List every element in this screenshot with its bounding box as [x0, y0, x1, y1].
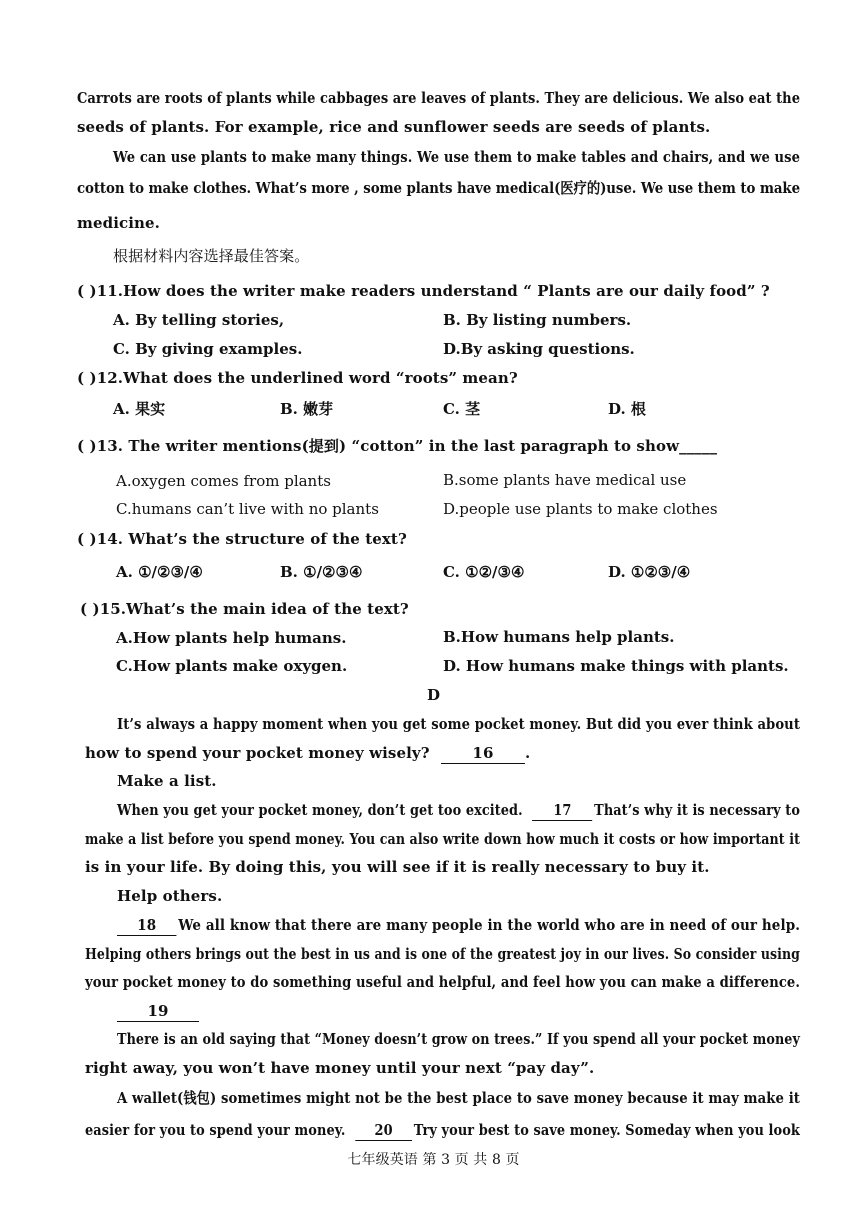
passage-d-text: Try your best to save money. Someday when you look: [413, 1121, 800, 1139]
passage-d-line: It’s always a happy moment when you get some pocket money. But did you ever think about: [117, 715, 800, 733]
page-footer: 七年级英语 第 3 页 共 8 页: [347, 1152, 520, 1168]
blank-20[interactable]: 20: [355, 1120, 412, 1141]
question-stem: ( )11.How does the writer make readers understand “ Plants are our daily food” ?: [77, 282, 770, 300]
blank-18[interactable]: 18: [117, 915, 176, 936]
answer-option[interactable]: A. ①/②③/④: [116, 563, 203, 581]
answer-option[interactable]: B. 嫩芽: [280, 400, 334, 418]
question-stem: ( )15.What’s the main idea of the text?: [80, 600, 409, 618]
passage-c-line: medicine.: [77, 214, 161, 232]
question-stem: ( )12.What does the underlined word “roots” mean?: [77, 369, 518, 387]
passage-d-line: is in your life. By doing this, you will see if it is really necessary to buy it.: [85, 858, 710, 876]
passage-c-line: Carrots are roots of plants while cabbages are leaves of plants. They are delicious. We also eat the: [77, 89, 801, 107]
question-stem: ( )14. What’s the structure of the text?: [77, 530, 407, 548]
passage-c-line: We can use plants to make many things. We use them to make tables and chairs, and we use: [113, 148, 801, 166]
answer-option[interactable]: A. 果实: [113, 400, 166, 418]
answer-option[interactable]: A.How plants help humans.: [116, 629, 347, 647]
passage-d-line: [117, 800, 800, 821]
passage-d-text: how to spend your pocket money wisely?: [85, 744, 430, 762]
passage-d-text: When you get your pocket money, don’t get too excited.: [117, 801, 523, 819]
answer-option[interactable]: B. ①/②③④: [280, 563, 363, 581]
passage-d-line: your pocket money to do something useful and helpful, and feel how you can make a difference.: [85, 973, 801, 991]
passage-d-line: how to spend your pocket money wisely? 16 .: [85, 744, 531, 762]
passage-d-line: Helping others brings out the best in us and is one of the greatest joy in our lives. So consider using: [85, 945, 800, 963]
answer-option[interactable]: C.How plants make oxygen.: [116, 657, 348, 675]
passage-c-line: seeds of plants. For example, rice and sunflower seeds are seeds of plants.: [77, 118, 711, 136]
subheading: Make a list.: [117, 772, 217, 790]
passage-d-line: [117, 915, 800, 936]
blank-17[interactable]: 17: [532, 800, 592, 821]
answer-option[interactable]: D. ①②③/④: [608, 563, 691, 581]
passage-d-line: There is an old saying that “Money doesn’t grow on trees.” If you spend all your pocket money: [117, 1030, 800, 1048]
passage-d-text: We all know that there are many people in the world who are in need of our help.: [178, 916, 801, 934]
answer-option[interactable]: D. How humans make things with plants.: [443, 657, 789, 675]
section-heading: D: [426, 686, 441, 704]
passage-d-line: right away, you won’t have money until your next “pay day”.: [85, 1059, 595, 1077]
answer-option[interactable]: B. By listing numbers.: [443, 311, 632, 329]
question-stem: ( )13. The writer mentions(提到) “cotton” in the last paragraph to show_____: [77, 437, 718, 455]
passage-c-line: cotton to make clothes. What’s more , some plants have medical(医疗的)use. We use them to make: [77, 179, 800, 197]
answer-option[interactable]: A.oxygen comes from plants: [116, 472, 331, 490]
passage-d-line: [85, 1120, 800, 1141]
answer-option[interactable]: C. By giving examples.: [113, 340, 303, 358]
instruction-text: 根据材料内容选择最佳答案。: [113, 247, 310, 265]
passage-d-line: A wallet(钱包) sometimes might not be the best place to save money because it may make it: [117, 1089, 801, 1107]
answer-option[interactable]: D.people use plants to make clothes: [443, 500, 718, 518]
blank-19[interactable]: 19: [117, 1001, 199, 1022]
answer-option[interactable]: C. ①②/③④: [443, 563, 525, 581]
passage-d-line: make a list before you spend money. You can also write down how much it costs or how important it: [85, 830, 801, 848]
answer-option[interactable]: D.By asking questions.: [443, 340, 635, 358]
answer-option[interactable]: C. 茎: [443, 400, 481, 418]
passage-d-line: [117, 1001, 199, 1022]
answer-option[interactable]: B.How humans help plants.: [443, 628, 675, 646]
subheading: Help others.: [117, 887, 223, 905]
answer-option[interactable]: B.some plants have medical use: [443, 471, 687, 489]
answer-option[interactable]: A. By telling stories,: [113, 311, 285, 329]
blank-16[interactable]: 16: [441, 743, 525, 764]
answer-option[interactable]: C.humans can’t live with no plants: [116, 500, 379, 518]
answer-option[interactable]: D. 根: [608, 400, 646, 418]
passage-d-text: easier for you to spend your money.: [85, 1121, 346, 1139]
passage-d-text: That’s why it is necessary to: [594, 801, 801, 819]
